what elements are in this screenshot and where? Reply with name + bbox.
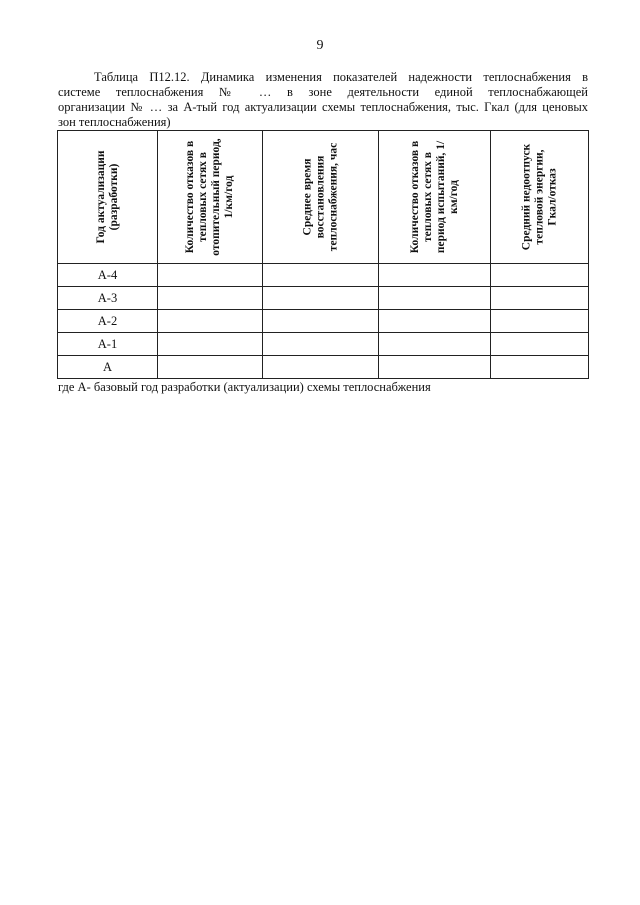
data-cell: [379, 356, 491, 379]
data-cell: [491, 310, 589, 333]
table-caption: [58, 70, 588, 130]
caption-line: организации № … за А-тый год актуализации схемы теплоснабжения, тыс. Гкал (для ценовых: [58, 100, 588, 114]
header-restore-time: Среднее время восстановления теплоснабжения, час: [263, 131, 379, 264]
data-cell: [491, 333, 589, 356]
table-row: [58, 356, 589, 379]
data-cell: [379, 264, 491, 287]
header-row: [58, 131, 589, 264]
data-cell: [158, 333, 263, 356]
caption-line: Таблица П12.12. Динамика изменения показателей надежности теплоснабжения в: [94, 70, 588, 84]
reliability-table: [57, 130, 589, 379]
table-row: [58, 287, 589, 310]
data-cell: [263, 287, 379, 310]
caption-line: зон теплоснабжения): [58, 115, 171, 129]
header-year: Год актуализации (разработки): [58, 131, 158, 264]
caption-line: системе теплоснабжения № … в зоне деятельности единой теплоснабжающей: [58, 85, 588, 99]
year-cell: А-3: [58, 287, 158, 310]
table-row: [58, 333, 589, 356]
data-cell: [491, 356, 589, 379]
table-row: [58, 264, 589, 287]
data-cell: [491, 287, 589, 310]
header-failures-heating: Количество отказов в тепловых сетях в отопительный период, 1/км/год: [158, 131, 263, 264]
data-cell: [158, 264, 263, 287]
header-failures-testing: Количество отказов в тепловых сетях в период испытаний, 1/км/год: [379, 131, 491, 264]
data-cell: [379, 310, 491, 333]
header-undersupply: Средний недоотпуск тепловой энергии, Гкал/отказ: [491, 131, 589, 264]
footnote: где А- базовый год разработки (актуализации) схемы теплоснабжения: [58, 380, 431, 394]
data-cell: [158, 287, 263, 310]
year-cell: А: [58, 356, 158, 379]
year-cell: А-1: [58, 333, 158, 356]
table-row: [58, 310, 589, 333]
data-cell: [491, 264, 589, 287]
data-cell: [263, 264, 379, 287]
year-cell: А-2: [58, 310, 158, 333]
data-cell: [263, 310, 379, 333]
data-cell: [263, 333, 379, 356]
data-cell: [379, 333, 491, 356]
data-cell: [263, 356, 379, 379]
data-cell: [379, 287, 491, 310]
year-cell: А-4: [58, 264, 158, 287]
data-cell: [158, 356, 263, 379]
page-number: 9: [316, 38, 324, 53]
data-cell: [158, 310, 263, 333]
